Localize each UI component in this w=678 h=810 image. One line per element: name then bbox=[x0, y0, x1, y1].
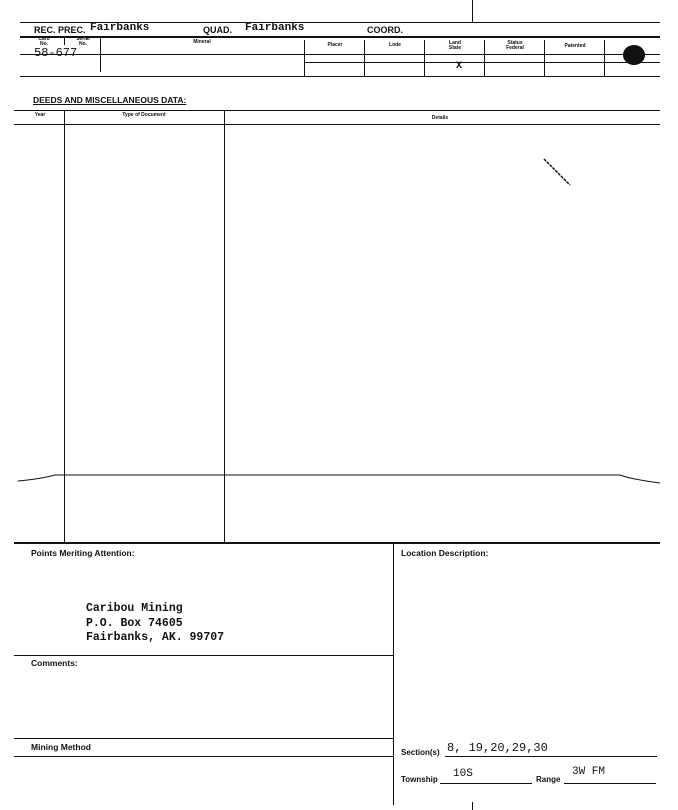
col-lode: Lode bbox=[389, 42, 401, 48]
land-state-mark: X bbox=[456, 61, 463, 72]
township-value: 10S bbox=[453, 768, 473, 780]
points-address bbox=[86, 602, 224, 646]
hdr-sep-4 bbox=[364, 40, 365, 76]
col-placer: Placer bbox=[327, 42, 343, 48]
sections-rule bbox=[445, 756, 657, 757]
hdr-sep-1 bbox=[64, 36, 65, 45]
hdr-sep-5 bbox=[424, 40, 425, 76]
deeds-col-type: Type of Document bbox=[122, 112, 166, 118]
township-label: Township bbox=[401, 775, 438, 784]
col-patented: Patented bbox=[564, 43, 586, 49]
address-line-1: Caribou Mining bbox=[86, 602, 183, 615]
ink-blot bbox=[623, 45, 645, 65]
points-label: Points Meriting Attention: bbox=[31, 548, 135, 558]
deeds-top-rule bbox=[14, 110, 660, 111]
address-line-2: P.O. Box 74605 bbox=[86, 616, 183, 630]
hdr-sep-3 bbox=[304, 40, 305, 76]
deeds-col-year: Year bbox=[34, 112, 46, 118]
coord-label: COORD. bbox=[367, 25, 403, 35]
pen-mark bbox=[540, 155, 580, 191]
comments-rule bbox=[14, 655, 394, 656]
deeds-bottom-rule bbox=[14, 542, 660, 544]
rec-prec-label: REC. PREC. bbox=[34, 25, 86, 35]
range-rule bbox=[564, 783, 656, 784]
deeds-title: DEEDS AND MISCELLANEOUS DATA: bbox=[33, 95, 187, 105]
col-card-no: Card No. bbox=[38, 36, 50, 47]
bottom-tick bbox=[472, 802, 473, 810]
township-rule bbox=[440, 783, 532, 784]
col-land-state: Land State bbox=[448, 40, 462, 51]
sections-label: Section(s) bbox=[401, 748, 440, 757]
rec-prec-value: Fairbanks bbox=[90, 22, 150, 34]
location-label: Location Description: bbox=[401, 548, 489, 558]
sections-value: 8, 19,20,29,30 bbox=[447, 741, 548, 755]
header-row-rule bbox=[20, 54, 660, 55]
header-column-rule bbox=[20, 36, 660, 38]
hdr-sep-6 bbox=[484, 40, 485, 76]
header-bottom-rule bbox=[20, 76, 660, 77]
range-value: 3W FM bbox=[572, 766, 606, 778]
mining-method-label: Mining Method bbox=[31, 742, 91, 752]
range-label: Range bbox=[536, 775, 561, 784]
col-mineral: Mineral bbox=[193, 39, 211, 45]
hdr-sep-7 bbox=[544, 40, 545, 76]
mining-method-rule bbox=[14, 738, 394, 739]
col-status-federal: Status Federal bbox=[506, 40, 524, 51]
mining-method-rule-2 bbox=[14, 756, 394, 757]
header-row-rule-2 bbox=[304, 62, 660, 63]
deeds-header-rule bbox=[14, 124, 660, 125]
col-serial-no: Serial No. bbox=[76, 36, 90, 47]
address-line-3: Fairbanks, AK. 99707 bbox=[86, 631, 225, 644]
top-tick bbox=[472, 0, 473, 22]
card-no-value: 58-677 bbox=[34, 46, 78, 60]
quad-label: QUAD. bbox=[203, 25, 232, 35]
lower-divider bbox=[393, 543, 394, 805]
quad-value: Fairbanks bbox=[245, 22, 305, 34]
comments-label: Comments: bbox=[31, 658, 78, 668]
deeds-col-details: Details bbox=[431, 115, 449, 121]
fold-line bbox=[0, 465, 678, 495]
hdr-sep-8 bbox=[604, 40, 605, 76]
